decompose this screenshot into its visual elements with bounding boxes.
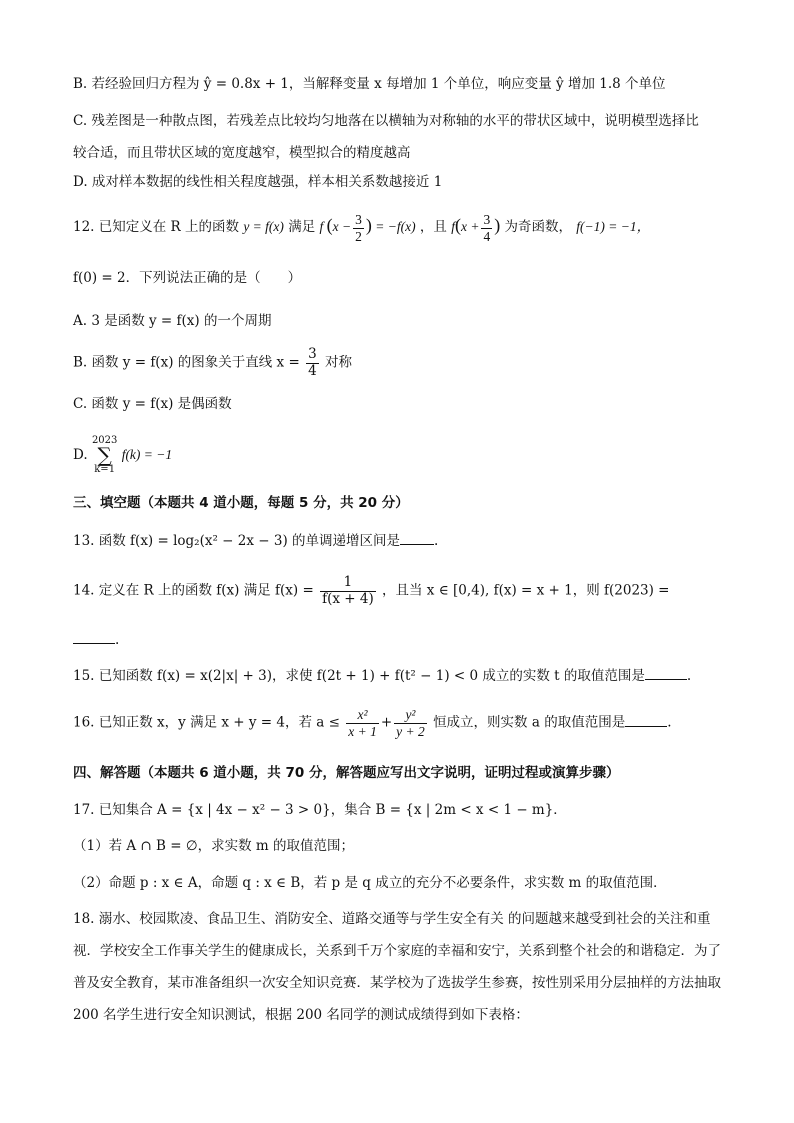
answer-blank-13 — [400, 532, 434, 545]
option-c-residual-line2: 较合适，而且带状区域的宽度越窄，模型拟合的精度越高 — [73, 145, 411, 161]
question-17-part1: （1）若 A ∩ B = ∅，求实数 m 的取值范围； — [73, 838, 354, 854]
section-4-heading: 四、解答题（本题共 6 道小题，共 70 分，解答题应写出文字说明，证明过程或演算步骤） — [73, 765, 620, 781]
q14-answer-line: . — [73, 631, 119, 648]
question-14 — [73, 575, 670, 607]
question-13: 13. 函数 f(x) = log₂(x² − 2x − 3) 的单调递增区间是 . — [73, 533, 439, 549]
option-c-residual-line1: C. 残差图是一种散点图，若残差点比较均匀地落在以横轴为对称轴的水平的带状区域中，说明模型选择比 — [73, 113, 699, 129]
section-3-heading: 三、填空题（本题共 4 道小题，每题 5 分，共 20 分） — [73, 495, 409, 511]
answer-blank-15 — [645, 667, 687, 680]
q16-frac1: $\frac{\text{x²}}{x + 1}$ — [348, 707, 377, 739]
option-b-regression: B. 若经验回归方程为 ŷ = 0.8x + 1，当解释变量 x 每增加 1 个单位，响应变量 ŷ 增加 1.8 个单位 — [73, 76, 666, 92]
question-12-stem-line2: f(0) = 2．下列说法正确的是（ ） — [73, 270, 302, 286]
q16-pre: 16. 已知正数 x，y 满足 x + y = 4，若 a ≤ — [73, 714, 340, 731]
q12-func: y = f(x) — [243, 219, 284, 235]
q12-stem-b: 满足 — [288, 219, 316, 236]
q14-frac: $\frac{1}{f(x + 4)}$ — [322, 574, 374, 607]
q16-frac2: $\frac{\text{y²}}{y + 2}$ — [396, 707, 425, 739]
question-16: 16. 已知正数 x，y 满足 x + y = 4，若 a ≤ $\frac{\text{x²}}{x + 1}$ + $\frac{\text{y²}}{y + 2}$ 恒成立，则实数 a 的取值范围是 . — [73, 707, 672, 739]
question-12-stem — [73, 212, 650, 244]
question-18: 18. 溺水、校园欺凌、食品卫生、消防安全、道路交通等与学生安全有关 的问题越来越受到社会的关注和重视．学校安全工作事关学生的健康成长，关系到千万个家庭的幸福和安宁，关系到整个社会的和谐稳定．为了普及安全教育，某市准备组织一次安全知识竞赛．某学校为了选拔学生参赛，按性别采用分层抽样的方法抽取 200 名学生进行安全知识测试，根据 200 名同学的测试成绩得到如下表格： — [73, 911, 721, 1023]
question-17-part2: （2）命题 p : x ∈ A，命题 q : x ∈ B，若 p 是 q 成立的充分不必要条件，求实数 m 的取值范围． — [73, 875, 667, 891]
option-d-correlation: D. 成对样本数据的线性相关程度越强，样本相关系数越接近 1 — [73, 174, 443, 190]
q12-option-b — [73, 347, 352, 379]
q12-option-d-pre: D. — [73, 447, 88, 463]
q14-post: ，且当 x ∈ [0,4), f(x) = x + 1，则 f(2023) = — [382, 582, 670, 599]
q12-option-d-post: f(k) = −1 — [121, 447, 173, 462]
answer-blank-16 — [625, 714, 667, 727]
q14-pre: 14. 定义在 R 上的函数 f(x) 满足 f(x) = — [73, 582, 314, 599]
q12-option-b-post: 对称 — [324, 354, 352, 371]
summation-symbol: 2023 ∑ k=1 — [91, 435, 118, 475]
q12-stem-a: 12. 已知定义在 R 上的函数 — [73, 219, 240, 236]
q12-option-a: A. 3 是函数 y = f(x) 的一个周期 — [73, 313, 272, 329]
q16-post: 恒成立，则实数 a 的取值范围是 — [433, 714, 626, 731]
question-15: 15. 已知函数 f(x) = x(2|x| + 3)，求使 f(2t + 1) + f(t² − 1) < 0 成立的实数 t 的取值范围是 . — [73, 668, 692, 684]
q13-text: 13. 函数 f(x) = log₂(x² − 2x − 3) 的单调递增区间是 — [73, 533, 401, 549]
question-17-stem: 17. 已知集合 A = {x | 4x − x² − 3 > 0}，集合 B = {x | 2m < x < 1 − m}． — [73, 802, 567, 818]
answer-blank-14 — [73, 631, 115, 644]
q12-cond2: f(x + $\frac{3}{4}$ ) — [451, 212, 501, 244]
q12-cond3: f(−1) = −1， — [576, 219, 651, 235]
q12-option-b-pre: B. 函数 y = f(x) 的图象关于直线 x = — [73, 354, 300, 371]
q12-stem-c: ，且 — [419, 219, 447, 236]
q12-option-b-frac: $\frac{3}{4}$ — [308, 346, 317, 379]
q12-stem-d: 为奇函数， — [504, 219, 572, 236]
q15-text: 15. 已知函数 f(x) = x(2|x| + 3)，求使 f(2t + 1) + f(t² − 1) < 0 成立的实数 t 的取值范围是 — [73, 668, 645, 684]
q12-option-c: C. 函数 y = f(x) 是偶函数 — [73, 396, 232, 412]
q12-cond1: f (x − $\frac{3}{2}$ ) = −f(x) — [319, 212, 416, 244]
q12-option-d — [73, 436, 172, 475]
